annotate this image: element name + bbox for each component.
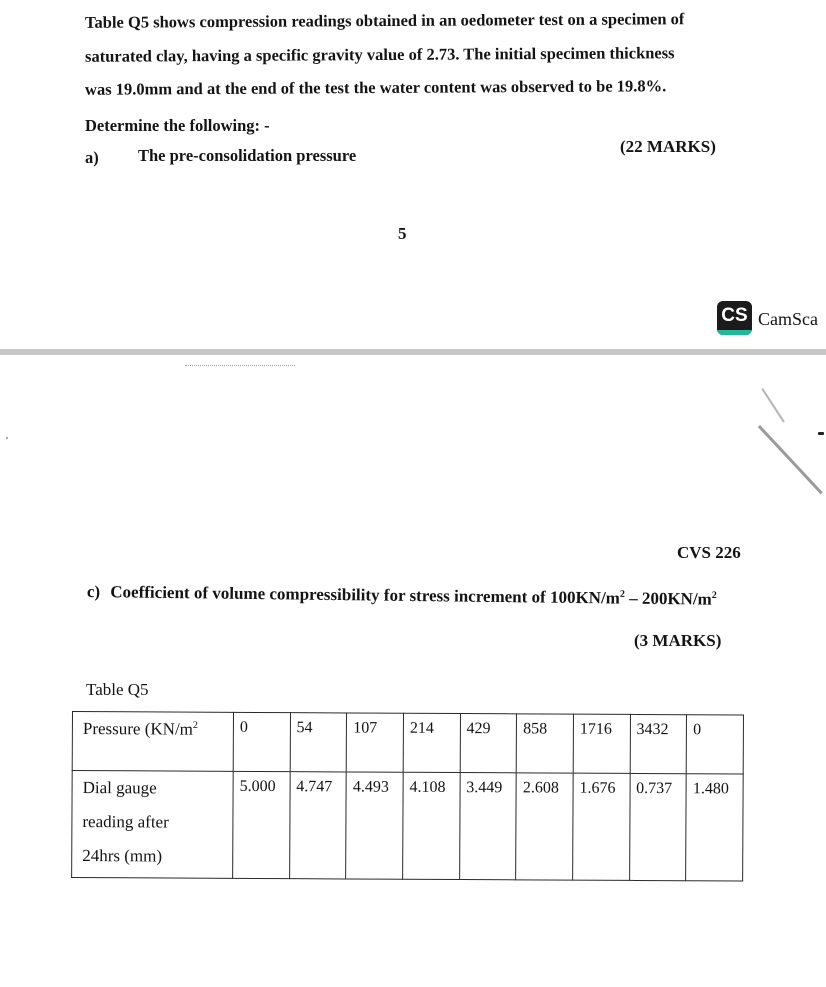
pressure-cell: 54	[290, 713, 347, 772]
pressure-cell: 0	[233, 712, 290, 771]
dial-reading-cell: 5.000	[233, 771, 290, 878]
camscanner-name: CamSca	[758, 309, 818, 329]
camscanner-logo: CS	[717, 301, 752, 335]
pressure-cell: 107	[346, 713, 403, 772]
question-line-3: was 19.0mm and at the end of the test the water content was observed to be 19.8%.	[84, 76, 667, 99]
pen-mark	[758, 425, 823, 494]
part-c-text: Coefficient of volume compressibility for stress increment of $100KN/m^2 - 200KN/m^2$	[110, 582, 717, 609]
dial-gauge-header: Dial gauge reading after 24hrs (mm)	[72, 771, 234, 879]
dial-reading-cell: 1.480	[686, 774, 743, 881]
dial-reading-cell: 1.676	[573, 773, 630, 880]
scan-artifact	[185, 365, 295, 367]
table-caption: Table Q5	[86, 680, 149, 699]
part-c-question	[87, 582, 717, 610]
scan-speck	[818, 432, 824, 435]
pen-mark	[761, 388, 784, 423]
part-a-text: The pre-consolidation pressure	[138, 146, 357, 165]
page-number: 5	[398, 224, 407, 243]
part-c-marks: (3 MARKS)	[634, 631, 722, 650]
pressure-cell: 1716	[573, 714, 630, 773]
table-row-dial-gauge	[72, 771, 744, 882]
part-a-label: a)	[85, 148, 99, 167]
table-row-pressure	[72, 712, 743, 775]
pressure-cell: 214	[403, 713, 460, 772]
pressure-cell: 3432	[630, 714, 687, 773]
dial-reading-cell: 3.449	[459, 773, 516, 880]
course-code: CVS 226	[677, 543, 741, 562]
pressure-cell: 429	[460, 714, 517, 773]
question-line-1: Table Q5 shows compression readings obtained in an oedometer test on a specimen of	[84, 9, 685, 32]
pressure-cell: 858	[516, 714, 573, 773]
part-c-label: c)	[86, 582, 101, 602]
question-line-2: saturated clay, having a specific gravity value of 2.73. The initial specimen thickness	[84, 43, 675, 66]
scan-speck	[6, 437, 8, 439]
page-divider	[0, 349, 826, 355]
part-a-marks: (22 MARKS)	[620, 137, 716, 156]
pressure-header: Pressure ($KN/m^2$	[72, 712, 233, 772]
dial-reading-cell: 0.737	[629, 773, 686, 880]
pressure-cell: 0	[686, 715, 743, 774]
dial-reading-cell: 4.108	[403, 772, 460, 879]
dial-reading-cell: 2.608	[516, 773, 573, 880]
dial-reading-cell: 4.747	[289, 772, 346, 879]
question-line-4: Determine the following: -	[85, 116, 270, 135]
table-q5	[71, 711, 744, 882]
dial-reading-cell: 4.493	[346, 772, 403, 879]
